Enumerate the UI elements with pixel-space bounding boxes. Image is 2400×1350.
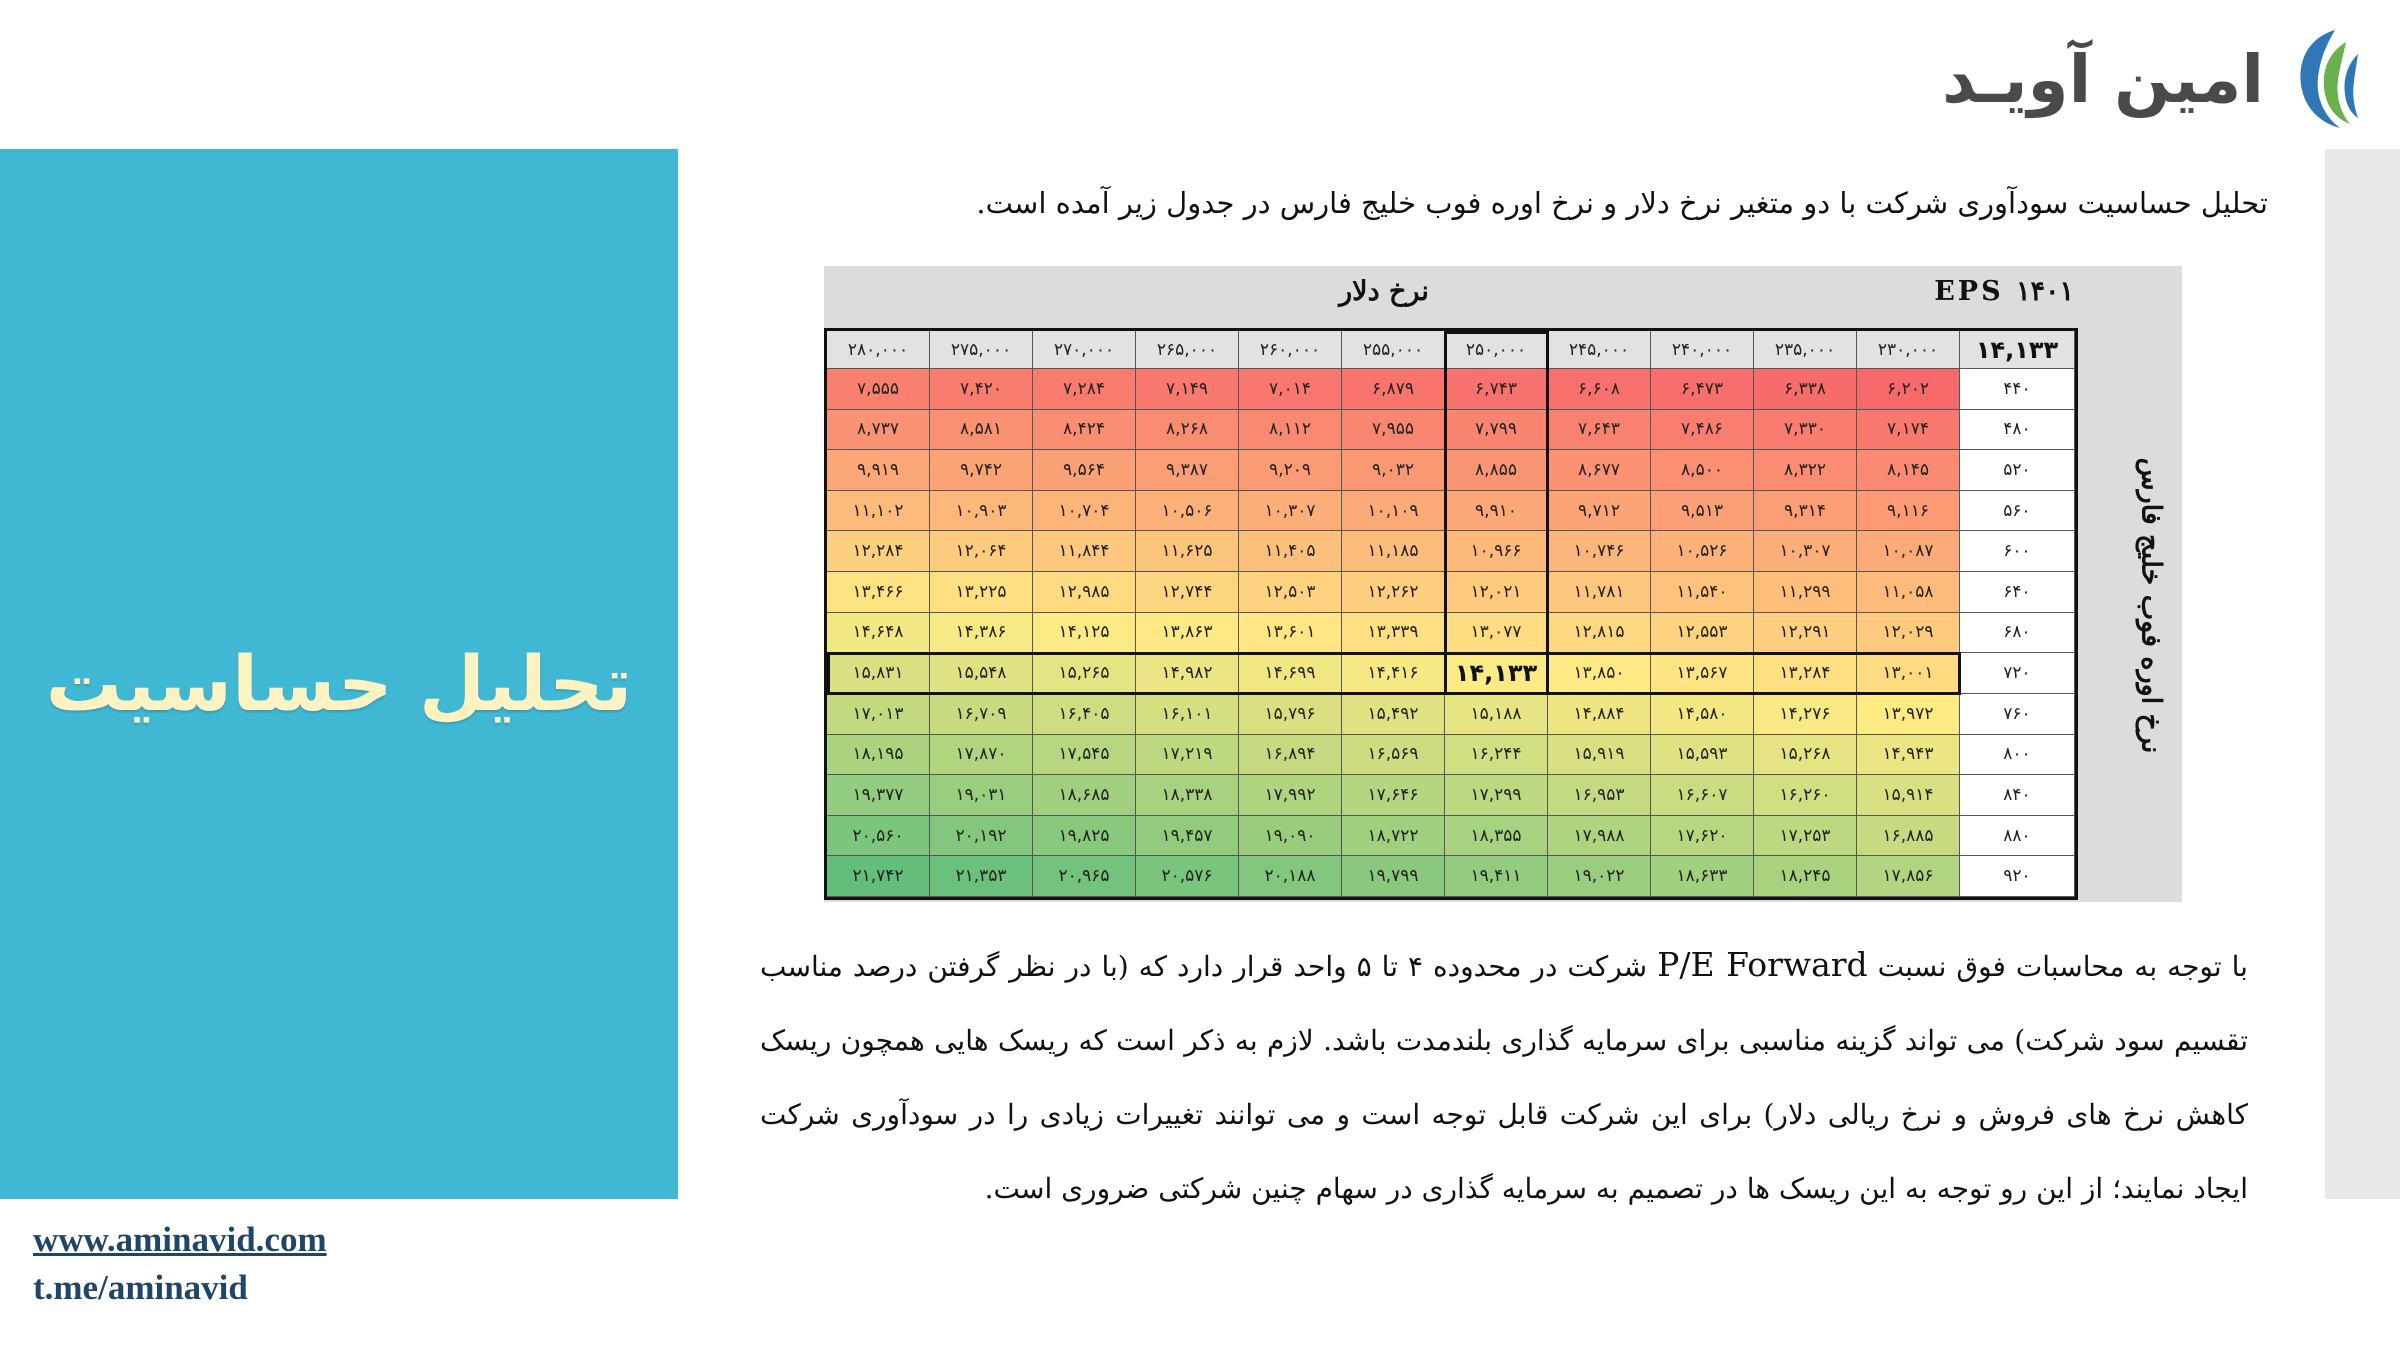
table-cell: ۱۲,۹۸۵: [1033, 572, 1136, 613]
row-header: ۷۲۰: [1960, 653, 2075, 694]
footer-links: [33, 1216, 327, 1312]
column-header: ۲۶۵,۰۰۰: [1136, 331, 1239, 369]
table-cell: ۱۷,۶۲۰: [1651, 816, 1754, 857]
table-cell: ۱۷,۵۴۵: [1033, 735, 1136, 776]
column-header: ۲۶۰,۰۰۰: [1239, 331, 1342, 369]
table-cell: ۱۳,۲۸۴: [1754, 653, 1857, 694]
table-cell: ۷,۵۵۵: [827, 369, 930, 410]
table-cell: ۱۱,۴۰۵: [1239, 531, 1342, 572]
table-cell: ۲۱,۳۵۳: [930, 856, 1033, 897]
column-header: ۲۴۵,۰۰۰: [1548, 331, 1651, 369]
table-cell: ۱۲,۰۲۹: [1857, 613, 1960, 654]
table-cell: ۱۰,۵۲۶: [1651, 531, 1754, 572]
table-cell: ۸,۴۲۴: [1033, 410, 1136, 451]
table-cell: ۱۱,۰۵۸: [1857, 572, 1960, 613]
table-cell: ۱۶,۲۴۴: [1445, 735, 1548, 776]
table-cell: ۱۷,۸۷۰: [930, 735, 1033, 776]
table-cell: ۱۶,۵۶۹: [1342, 735, 1445, 776]
intro-text: تحلیل حساسیت سودآوری شرکت با دو متغیر نرخ دلار و نرخ اوره فوب خلیج فارس در جدول زیر آمده است.: [976, 186, 2268, 220]
table-cell: ۶,۲۰۲: [1857, 369, 1960, 410]
table-cell: ۲۰,۵۷۶: [1136, 856, 1239, 897]
table-cell: ۱۳,۵۶۷: [1651, 653, 1754, 694]
row-header: ۵۶۰: [1960, 491, 2075, 532]
table-cell: ۱۱,۱۸۵: [1342, 531, 1445, 572]
eps-label: EPS ۱۴۰۱: [1934, 276, 2074, 307]
column-header: ۲۳۰,۰۰۰: [1857, 331, 1960, 369]
table-cell: ۷,۱۴۹: [1136, 369, 1239, 410]
table-cell: ۹,۱۱۶: [1857, 491, 1960, 532]
sensitivity-grid: [824, 328, 2078, 900]
column-header: ۲۸۰,۰۰۰: [827, 331, 930, 369]
table-cell: ۱۵,۴۹۲: [1342, 694, 1445, 735]
column-header: ۲۵۰,۰۰۰: [1445, 331, 1548, 369]
side-bar: [2325, 149, 2400, 1199]
table-cell: ۶,۳۳۸: [1754, 369, 1857, 410]
table-cell: ۸,۵۸۱: [930, 410, 1033, 451]
table-cell: ۹,۹۱۹: [827, 450, 930, 491]
table-cell: ۹,۳۸۷: [1136, 450, 1239, 491]
table-cell: ۹,۰۳۲: [1342, 450, 1445, 491]
table-cell: ۱۵,۹۱۹: [1548, 735, 1651, 776]
table-cell: ۱۲,۵۰۳: [1239, 572, 1342, 613]
table-cell: ۱۷,۲۱۹: [1136, 735, 1239, 776]
table-cell: ۱۱,۲۹۹: [1754, 572, 1857, 613]
row-header: ۷۶۰: [1960, 694, 2075, 735]
aminavid-logo-icon: [2280, 24, 2370, 134]
table-cell: ۱۸,۷۲۲: [1342, 816, 1445, 857]
table-cell: ۱۱,۷۸۱: [1548, 572, 1651, 613]
urea-rate-label: نرخ اوره فوب خلیج فارس: [2135, 457, 2167, 753]
row-header: ۸۰۰: [1960, 735, 2075, 776]
table-cell: ۱۷,۰۱۳: [827, 694, 930, 735]
table-cell: ۱۴,۶۴۸: [827, 613, 930, 654]
table-cell: ۷,۳۳۰: [1754, 410, 1857, 451]
table-cell: ۱۳,۰۷۷: [1445, 613, 1548, 654]
row-header: ۶۸۰: [1960, 613, 2075, 654]
table-cell: ۱۰,۷۰۴: [1033, 491, 1136, 532]
table-cell: ۸,۳۲۲: [1754, 450, 1857, 491]
table-cell: ۹,۳۱۴: [1754, 491, 1857, 532]
table-cell: ۱۲,۰۶۴: [930, 531, 1033, 572]
table-cell: ۱۱,۱۰۲: [827, 491, 930, 532]
row-header: ۸۴۰: [1960, 775, 2075, 816]
table-cell: ۱۰,۳۰۷: [1754, 531, 1857, 572]
table-cell: ۶,۴۷۳: [1651, 369, 1754, 410]
table-cell: ۷,۰۱۴: [1239, 369, 1342, 410]
table-cell: ۶,۸۷۹: [1342, 369, 1445, 410]
row-header: ۴۸۰: [1960, 410, 2075, 451]
table-cell: ۶,۷۴۳: [1445, 369, 1548, 410]
title-panel: [0, 149, 678, 1199]
table-cell: ۲۰,۱۸۸: [1239, 856, 1342, 897]
table-cell: ۱۴,۲۷۶: [1754, 694, 1857, 735]
table-cell: ۱۸,۶۸۵: [1033, 775, 1136, 816]
page-title: تحلیل حساسیت: [45, 639, 633, 728]
row-header: ۶۰۰: [1960, 531, 2075, 572]
table-cell: ۱۶,۷۰۹: [930, 694, 1033, 735]
row-header: ۴۴۰: [1960, 369, 2075, 410]
row-header: ۵۲۰: [1960, 450, 2075, 491]
table-cell: ۱۹,۳۷۷: [827, 775, 930, 816]
pe-forward-term: P/E Forward: [1657, 945, 1868, 984]
table-cell: ۱۹,۰۲۲: [1548, 856, 1651, 897]
table-cell: ۱۷,۲۹۹: [1445, 775, 1548, 816]
table-cell: ۱۷,۸۵۶: [1857, 856, 1960, 897]
table-cell: ۱۲,۵۵۳: [1651, 613, 1754, 654]
table-cell: ۱۱,۵۴۰: [1651, 572, 1754, 613]
table-cell: ۱۱,۸۴۴: [1033, 531, 1136, 572]
column-header: ۲۷۵,۰۰۰: [930, 331, 1033, 369]
table-cell: ۱۶,۱۰۱: [1136, 694, 1239, 735]
urea-rate-label-wrap: [2121, 308, 2181, 902]
website-link[interactable]: www.aminavid.com: [33, 1220, 327, 1259]
table-cell: ۱۶,۲۶۰: [1754, 775, 1857, 816]
table-cell: ۸,۵۰۰: [1651, 450, 1754, 491]
table-cell: ۱۰,۷۴۶: [1548, 531, 1651, 572]
table-cell: ۷,۹۵۵: [1342, 410, 1445, 451]
brand-name: امین آویـد: [1942, 40, 2264, 118]
base-case-cell: ۱۴,۱۳۳: [1445, 653, 1548, 694]
table-cell: ۱۵,۹۱۴: [1857, 775, 1960, 816]
table-cell: ۱۴,۴۱۶: [1342, 653, 1445, 694]
table-cell: ۸,۶۷۷: [1548, 450, 1651, 491]
table-cell: ۸,۷۳۷: [827, 410, 930, 451]
analysis-paragraph: [760, 928, 2248, 1226]
table-cell: ۱۴,۳۸۶: [930, 613, 1033, 654]
table-cell: ۱۸,۳۵۵: [1445, 816, 1548, 857]
table-cell: ۱۴,۹۸۲: [1136, 653, 1239, 694]
table-cell: ۱۲,۰۲۱: [1445, 572, 1548, 613]
table-cell: ۱۳,۰۰۱: [1857, 653, 1960, 694]
table-cell: ۱۹,۸۲۵: [1033, 816, 1136, 857]
table-cell: ۱۵,۲۶۵: [1033, 653, 1136, 694]
table-cell: ۱۰,۵۰۶: [1136, 491, 1239, 532]
table-cell: ۱۲,۷۴۴: [1136, 572, 1239, 613]
table-cell: ۷,۱۷۴: [1857, 410, 1960, 451]
table-cell: ۸,۲۶۸: [1136, 410, 1239, 451]
table-cell: ۷,۶۴۳: [1548, 410, 1651, 451]
table-cell: ۱۶,۸۹۴: [1239, 735, 1342, 776]
table-cell: ۱۵,۵۴۸: [930, 653, 1033, 694]
dollar-rate-label: نرخ دلار: [1339, 276, 1429, 307]
table-cell: ۱۲,۲۶۲: [1342, 572, 1445, 613]
table-cell: ۱۰,۹۰۳: [930, 491, 1033, 532]
table-cell: ۲۰,۱۹۲: [930, 816, 1033, 857]
table-cell: ۱۸,۶۳۳: [1651, 856, 1754, 897]
row-header: ۸۸۰: [1960, 816, 2075, 857]
table-cell: ۷,۲۸۴: [1033, 369, 1136, 410]
table-cell: ۱۳,۳۳۹: [1342, 613, 1445, 654]
table-cell: ۸,۸۵۵: [1445, 450, 1548, 491]
table-cell: ۱۳,۲۲۵: [930, 572, 1033, 613]
paragraph-part-1: با توجه به محاسبات فوق نسبت: [1867, 950, 2248, 983]
table-cell: ۱۹,۴۵۷: [1136, 816, 1239, 857]
table-cell: ۶,۶۰۸: [1548, 369, 1651, 410]
column-header: ۲۵۵,۰۰۰: [1342, 331, 1445, 369]
telegram-link[interactable]: t.me/aminavid: [33, 1268, 248, 1307]
table-cell: ۱۴,۶۹۹: [1239, 653, 1342, 694]
table-cell: ۷,۴۸۶: [1651, 410, 1754, 451]
base-eps-cell: ۱۴,۱۳۳: [1960, 331, 2075, 369]
table-cell: ۱۳,۸۵۰: [1548, 653, 1651, 694]
table-cell: ۲۰,۹۶۵: [1033, 856, 1136, 897]
table-cell: ۷,۴۲۰: [930, 369, 1033, 410]
row-header: ۹۲۰: [1960, 856, 2075, 897]
table-cell: ۱۱,۶۲۵: [1136, 531, 1239, 572]
table-cell: ۱۶,۹۵۳: [1548, 775, 1651, 816]
table-cell: ۱۵,۲۶۸: [1754, 735, 1857, 776]
table-cell: ۱۶,۶۰۷: [1651, 775, 1754, 816]
table-cell: ۹,۷۴۲: [930, 450, 1033, 491]
table-cell: ۱۰,۳۰۷: [1239, 491, 1342, 532]
table-cell: ۱۹,۰۹۰: [1239, 816, 1342, 857]
table-cell: ۱۹,۰۳۱: [930, 775, 1033, 816]
table-cell: ۸,۱۴۵: [1857, 450, 1960, 491]
table-cell: ۱۷,۲۵۳: [1754, 816, 1857, 857]
table-cell: ۱۴,۵۸۰: [1651, 694, 1754, 735]
table-cell: ۱۴,۸۸۴: [1548, 694, 1651, 735]
column-header: ۲۳۵,۰۰۰: [1754, 331, 1857, 369]
table-cell: ۹,۷۱۲: [1548, 491, 1651, 532]
table-cell: ۱۸,۳۳۸: [1136, 775, 1239, 816]
brand-logo: [1942, 14, 2370, 144]
table-cell: ۱۶,۸۸۵: [1857, 816, 1960, 857]
column-header: ۲۴۰,۰۰۰: [1651, 331, 1754, 369]
table-cell: ۱۰,۹۶۶: [1445, 531, 1548, 572]
table-cell: ۱۲,۲۹۱: [1754, 613, 1857, 654]
table-cell: ۷,۷۹۹: [1445, 410, 1548, 451]
table-cell: ۱۳,۸۶۳: [1136, 613, 1239, 654]
table-cell: ۱۳,۹۷۲: [1857, 694, 1960, 735]
column-header: ۲۷۰,۰۰۰: [1033, 331, 1136, 369]
table-cell: ۱۷,۶۴۶: [1342, 775, 1445, 816]
table-cell: ۱۵,۵۹۳: [1651, 735, 1754, 776]
table-cell: ۸,۱۱۲: [1239, 410, 1342, 451]
table-cell: ۱۵,۸۳۱: [827, 653, 930, 694]
row-header: ۶۴۰: [1960, 572, 2075, 613]
table-cell: ۱۷,۹۸۸: [1548, 816, 1651, 857]
table-cell: ۱۳,۶۰۱: [1239, 613, 1342, 654]
table-cell: ۱۰,۰۸۷: [1857, 531, 1960, 572]
table-cell: ۱۲,۸۱۵: [1548, 613, 1651, 654]
table-cell: ۲۱,۷۴۲: [827, 856, 930, 897]
table-cell: ۹,۹۱۰: [1445, 491, 1548, 532]
table-cell: ۱۴,۱۲۵: [1033, 613, 1136, 654]
table-cell: ۱۳,۴۶۶: [827, 572, 930, 613]
table-cell: ۱۶,۴۰۵: [1033, 694, 1136, 735]
table-cell: ۱۵,۷۹۶: [1239, 694, 1342, 735]
table-cell: ۹,۵۱۳: [1651, 491, 1754, 532]
table-cell: ۱۵,۱۸۸: [1445, 694, 1548, 735]
sensitivity-table: [824, 266, 2182, 902]
table-cell: ۱۸,۲۴۵: [1754, 856, 1857, 897]
table-cell: ۱۸,۱۹۵: [827, 735, 930, 776]
table-cell: ۲۰,۵۶۰: [827, 816, 930, 857]
paragraph-part-2: شرکت در محدوده ۴ تا ۵ واحد قرار دارد که (با در نظر گرفتن درصد مناسب تقسیم سود شرکت) می تواند گزینه مناسبی برای سرمایه گذاری بلندمدت باشد. لازم به ذکر است که ریسک هایی همچون ریسک کاهش نرخ های فروش و نرخ ریالی دلار) برای این شرکت قابل توجه است و می توانند تغییرات زیادی را در سودآوری شرکت ایجاد نمایند؛ از این رو توجه به این ریسک ها در تصمیم به سرمایه گذاری در سهام چنین شرکتی ضروری است.: [760, 950, 2248, 1205]
table-cell: ۱۷,۹۹۲: [1239, 775, 1342, 816]
table-cell: ۱۹,۴۱۱: [1445, 856, 1548, 897]
table-cell: ۱۴,۹۴۳: [1857, 735, 1960, 776]
table-cell: ۱۹,۷۹۹: [1342, 856, 1445, 897]
table-cell: ۹,۵۶۴: [1033, 450, 1136, 491]
table-cell: ۹,۲۰۹: [1239, 450, 1342, 491]
table-cell: ۱۲,۲۸۴: [827, 531, 930, 572]
table-cell: ۱۰,۱۰۹: [1342, 491, 1445, 532]
